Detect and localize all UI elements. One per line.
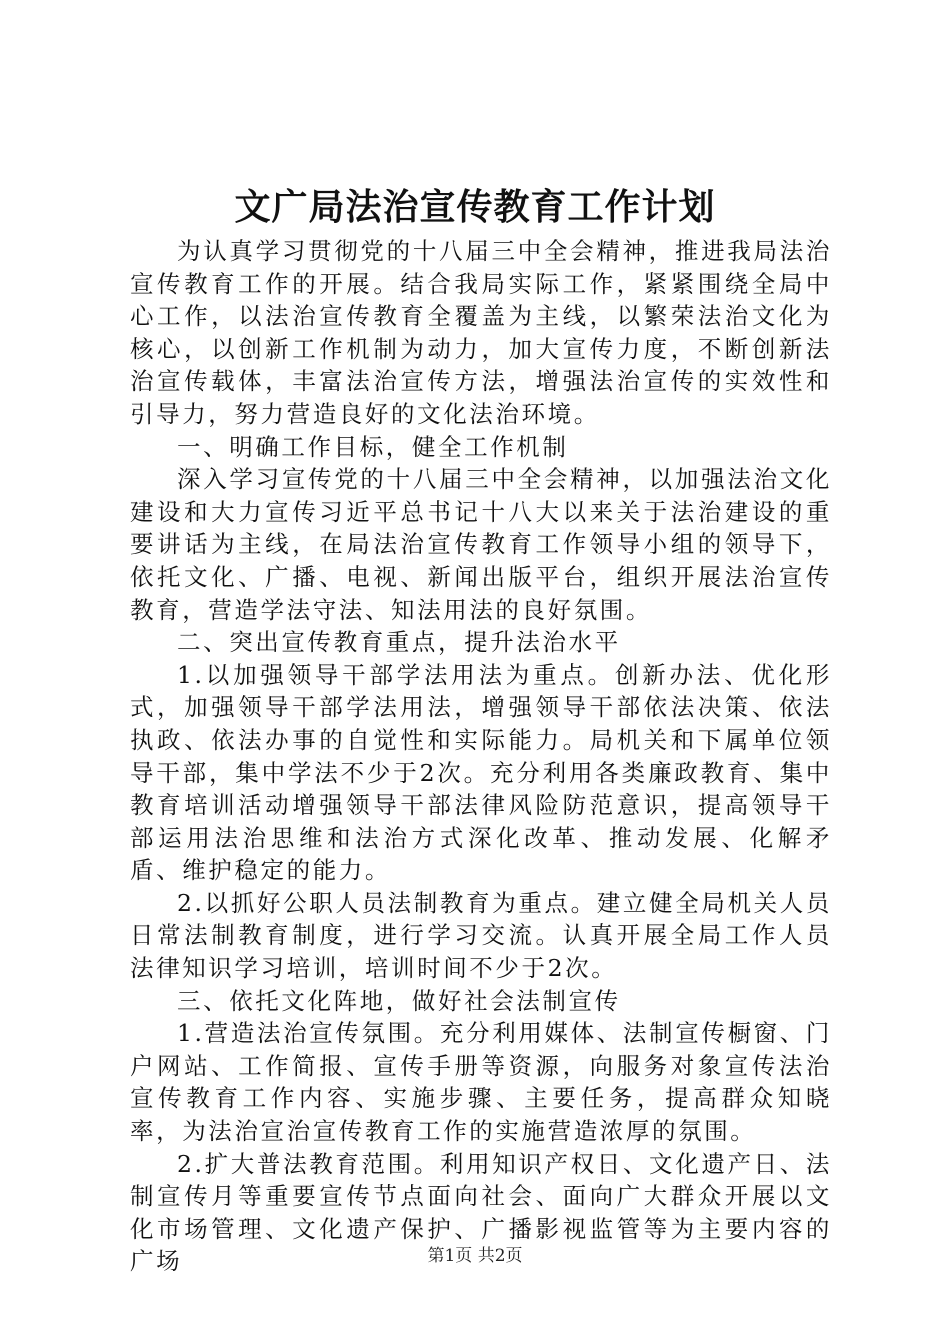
section-heading-2: 二、突出宣传教育重点，提升法治水平 — [177, 628, 621, 657]
document-body — [130, 235, 832, 1278]
paragraph-3-1: 1.营造法治宣传氛围。充分利用媒体、法制宣传橱窗、门户网站、工作简报、宣传手册等资源，向服务对象宣传法治宣传教育工作内容、实施步骤、主要任务，提高群众知晓率，为法治宣治宣传教育工作的实施营造浓厚的氛围。 — [130, 1019, 832, 1146]
document-title: 文广局法治宣传教育工作计划 — [234, 186, 716, 228]
section-heading-3: 三、依托文化阵地，做好社会法制宣传 — [177, 986, 621, 1015]
paragraph-2-1: 1.以加强领导干部学法用法为重点。创新办法、优化形式，加强领导干部学法用法，增强领导干部依法决策、依法执政、依法办事的自觉性和实际能力。局机关和下属单位领导干部，集中学法不少于2次。充分利用各类廉政教育、集中教育培训活动增强领导干部法律风险防范意识，提高领导干部运用法治思维和法治方式深化改革、推动发展、化解矛盾、维护稳定的能力。 — [130, 660, 832, 885]
paragraph-intro: 为认真学习贯彻党的十八届三中全会精神，推进我局法治宣传教育工作的开展。结合我局实际工作，紧紧围绕全局中心工作，以法治宣传教育全覆盖为主线，以繁荣法治文化为核心，以创新工作机制为动力，加大宣传力度，不断创新法治宣传载体，丰富法治宣传方法，增强法治宣传的实效性和引导力，努力营造良好的文化法治环境。 — [130, 237, 832, 428]
paragraph-2-2: 2.以抓好公职人员法制教育为重点。建立健全局机关人员日常法制教育制度，进行学习交流。认真开展全局工作人员法律知识学习培训，培训时间不少于2次。 — [130, 888, 832, 983]
section-heading-1: 一、明确工作目标，健全工作机制 — [177, 432, 569, 461]
page-number: 第1页 共2页 — [427, 1246, 523, 1266]
paragraph-3-2: 2.扩大普法教育范围。利用知识产权日、文化遗产日、法制宣传月等重要宣传节点面向社会、面向广大群众开展以文化市场管理、文化遗产保护、广播影视监管等为主要内容的广场 — [130, 1149, 832, 1276]
paragraph-section-1: 深入学习宣传党的十八届三中全会精神，以加强法治文化建设和大力宣传习近平总书记十八大以来关于法治建设的重要讲话为主线，在局法治宣传教育工作领导小组的领导下，依托文化、广播、电视、新闻出版平台，组织开展法治宣传教育，营造学法守法、知法用法的良好氛围。 — [130, 465, 832, 624]
